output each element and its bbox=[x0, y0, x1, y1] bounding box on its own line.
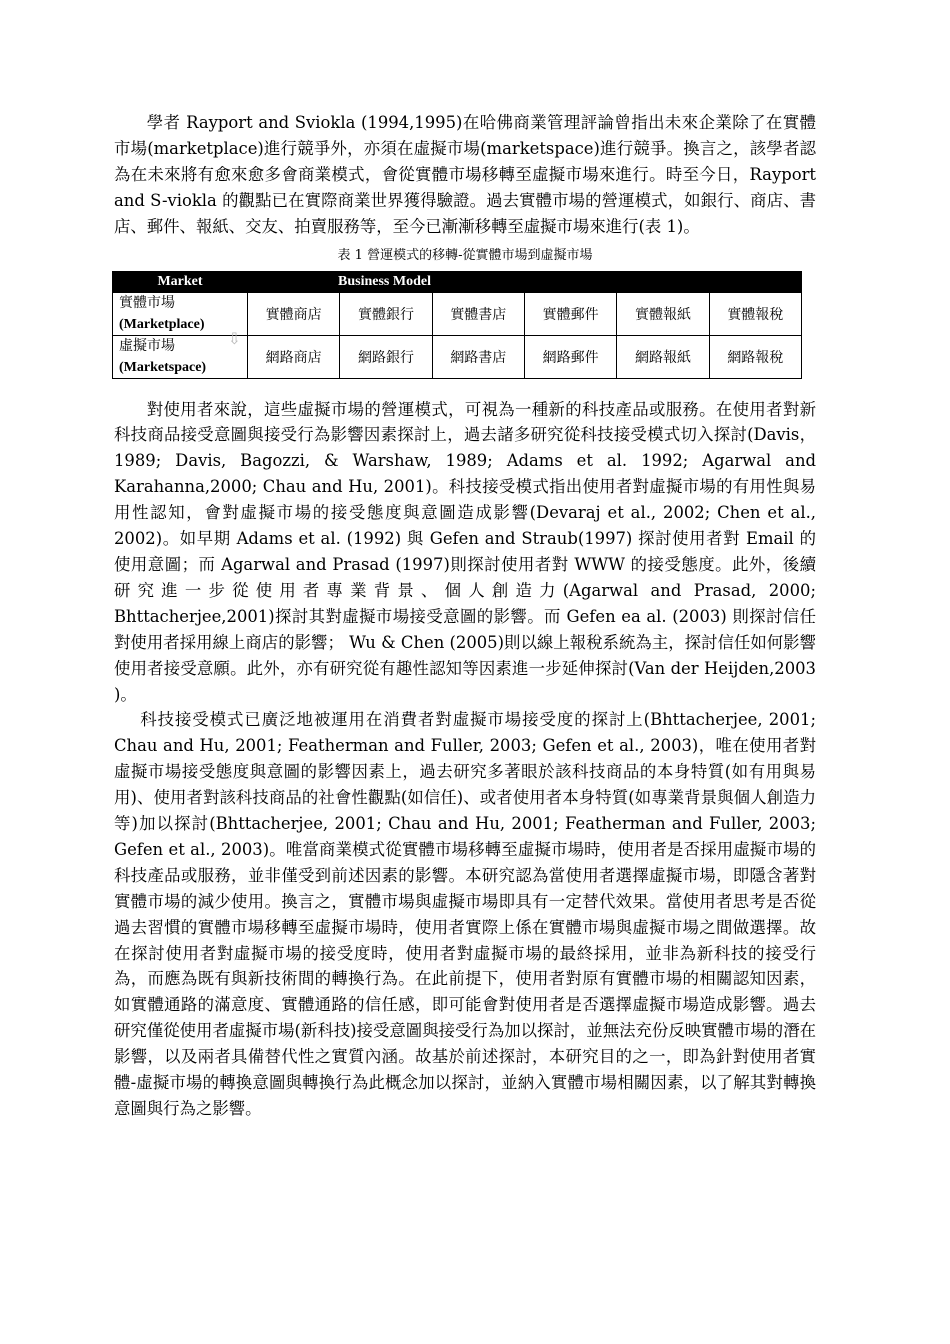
paragraph-tam-review: 對使用者來說，這些虛擬市場的營運模式，可視為一種新的科技產品或服務。在使用者對新科技商品接受意圖與接受行為影響因素探討上，過去諸多研究從科技接受模式切入探討(Davis，1989; Davis, Bagozzi, & Warshaw, 1989; Adams et al. 1992; Agarwal and Karahanna,2000; Chau and Hu, 2001)。科技接受模式指出使用者對虛擬市場的有用性與易用性認知，會對虛擬市場的接受態度與意圖造成影響(Devaraj et al., 2002; Chen et al., 2002)。如早期 Adams et al. (1992) 與 Gefen and Straub(1997) 探討使用者對 Email 的使用意圖；而 Agarwal and Prasad (1997)則探討使用者對 WWW 的接受態度。此外，後續研究進一步從使用者專業背景、個人創造力(Agarwal and Prasad, 2000; Bhttacherjee,2001)探討其對虛擬市場接受意圖的影響。而 Gefen ea al. (2003) 則探討信任對使用者採用線上商店的影響； Wu & Chen (2005)則以線上報稅系統為主，探討信任如何影響使用者接受意願。此外，亦有研究從有趣性認知等因素進一步延伸探討(Van der Heijden,2003 )。 bbox=[114, 399, 816, 704]
paragraph-intro: 學者 Rayport and Sviokla (1994,1995)在哈佛商業管理評論曾指出未來企業除了在實體市場(marketplace)進行競爭外，亦須在虛擬市場(marketspace)進行競爭。換言之，該學者認為在未來將有愈來愈多會商業模式，會從實體市場移轉至虛擬市場來進行。時至今日，Rayport and S-viokla 的觀點已在實際商業世界獲得驗證。過去實體市場的營運模式，如銀行、商店、書店、郵件、報紙、交友、拍賣服務等，至今已漸漸移轉至虛擬市場來進行(表 1)。 bbox=[114, 113, 816, 236]
down-arrow-icon: ⇩ bbox=[227, 328, 241, 348]
table-cell: 實體商店 bbox=[248, 292, 340, 335]
table-cell: 實體報紙 bbox=[617, 292, 709, 335]
market-label-zh: 實體市場 bbox=[119, 294, 175, 311]
market-label-zh: 虛擬市場 bbox=[119, 337, 175, 354]
table-row bbox=[113, 292, 802, 335]
table-cell: 網路郵件 bbox=[524, 335, 616, 378]
table-cell: 實體報稅 bbox=[709, 292, 801, 335]
market-cell bbox=[113, 335, 248, 378]
paragraph-research-purpose: 科技接受模式已廣泛地被運用在消費者對虛擬市場接受度的探討上(Bhttacherjee, 2001; Chau and Hu, 2001; Featherman and Fuller, 2003; Gefen et al., 2003)，唯在使用者對虛擬市場接受態度與意圖的影響因素上，過去研究多著眼於該科技商品的本身特質(如有用與易用)、使用者對該科技商品的社會性觀點(如信任)、或者使用者本身特質(如專業背景與個人創造力等)加以探討(Bhttacherjee, 2001; Chau and Hu, 2001; Featherman and Fuller, 2003; Gefen et al., 2003)。唯當商業模式從實體市場移轉至虛擬市場時，使用者是否採用虛擬市場的科技產品或服務，並非僅受到前述因素的影響。本研究認為當使用者選擇虛擬市場，即隱含著對實體市場的減少使用。換言之，實體市場與虛擬市場即具有一定替代效果。當使用者思考是否從過去習慣的實體市場移轉至虛擬市場時，使用者實際上係在實體市場與虛擬市場之間做選擇。故在探討使用者對虛擬市場的接受度時，使用者對虛擬市場的最終採用，並非為新科技的接受行為，而應為既有與新技術間的轉換行為。在此前提下，使用者對原有實體市場的相關認知因素，如實體通路的滿意度、實體通路的信任感，即可能會對使用者是否選擇虛擬市場造成影響。過去研究僅從使用者虛擬市場(新科技)接受意圖與接受行為加以探討，並無法充份反映實體市場的潛在影響，以及兩者具備替代性之實質內涵。故基於前述探討，本研究目的之一，即為針對使用者實體-虛擬市場的轉換意圖與轉換行為此概念加以探討，並納入實體市場相關因素，以了解其對轉換意圖與行為之影響。 bbox=[114, 710, 816, 1118]
table-cell: 網路銀行 bbox=[340, 335, 432, 378]
table-cell: 網路書店 bbox=[432, 335, 524, 378]
table-cell: 網路商店 bbox=[248, 335, 340, 378]
document-page bbox=[114, 110, 816, 1122]
table-cell: 實體書店 bbox=[432, 292, 524, 335]
market-label-en: (Marketspace) bbox=[119, 359, 207, 375]
table-cell: 實體銀行 bbox=[340, 292, 432, 335]
header-market: Market bbox=[113, 271, 248, 292]
header-business-model: Business Model bbox=[248, 271, 802, 292]
table-cell: 網路報紙 bbox=[617, 335, 709, 378]
table-cell: 實體郵件 bbox=[524, 292, 616, 335]
table-caption: 表 1 營運模式的移轉-從實體市場到虛擬市場 bbox=[337, 247, 593, 263]
business-model-table bbox=[112, 271, 802, 379]
table-header-row bbox=[113, 271, 802, 292]
table-row bbox=[113, 335, 802, 378]
market-label-en: (Marketplace) bbox=[119, 316, 205, 332]
table-cell: 網路報稅 bbox=[709, 335, 801, 378]
